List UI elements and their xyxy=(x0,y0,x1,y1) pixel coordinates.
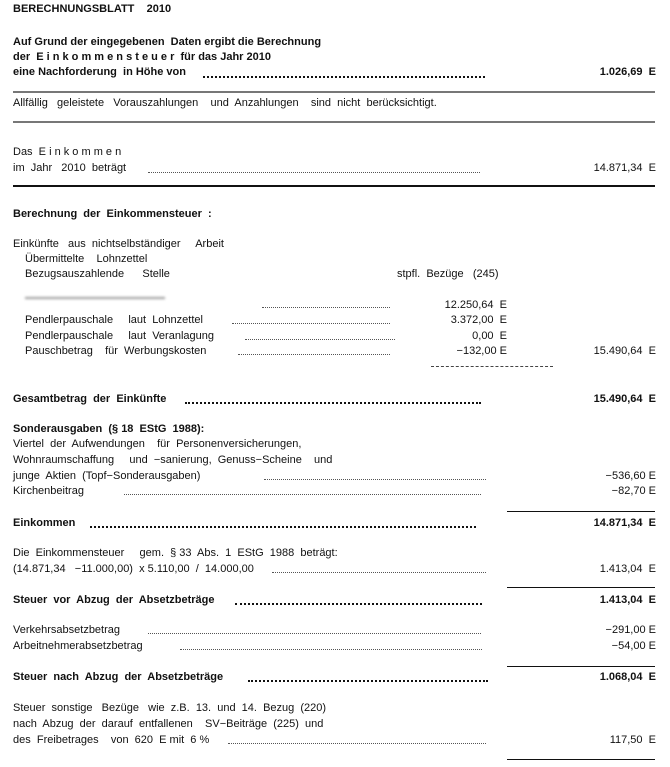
sonderausgaben-heading: Sonderausgaben (§ 18 EStG 1988): xyxy=(13,423,205,435)
leader-dots xyxy=(203,75,485,78)
gesamtbetrag-value: 15.490,64 E xyxy=(593,393,656,405)
leader-dots xyxy=(235,602,482,605)
steuer-nach-label: Steuer nach Abzug der Absetzbeträge xyxy=(13,671,224,683)
leader-dots xyxy=(228,742,486,744)
leader-dots xyxy=(245,338,395,340)
row-value: −132,00 E xyxy=(456,345,507,357)
row-value: 0,00 E xyxy=(472,330,507,342)
intro-line-3: eine Nachforderung in Höhe von xyxy=(13,66,186,78)
absetz-label: Arbeitnehmerabsetzbetrag xyxy=(13,640,143,652)
sonstige-value: 117,50 E xyxy=(609,734,656,746)
leader-dots xyxy=(180,648,482,650)
section-sub-2: Bezugsauszahlende Stelle xyxy=(25,268,170,280)
row-label: Pendlerpauschale laut Lohnzettel xyxy=(25,314,203,326)
row-value: 12.250,64 E xyxy=(444,299,507,311)
sum-line xyxy=(507,587,655,588)
leader-dots xyxy=(185,401,481,404)
row-label: Pendlerpauschale laut Veranlagung xyxy=(25,330,214,342)
subtotal-dashes xyxy=(431,366,553,367)
income-amount: 14.871,34 E xyxy=(593,162,656,174)
section-title: Einkünfte aus nichtselbständiger Arbeit xyxy=(13,238,224,250)
absetz-value: −291,00 E xyxy=(605,624,656,636)
leader-dots xyxy=(232,322,390,324)
leader-dots xyxy=(90,525,476,528)
steuer-vor-label: Steuer vor Abzug der Absetzbeträge xyxy=(13,594,215,606)
intro-line-1: Auf Grund der eingegebenen Daten ergibt die Berechnung xyxy=(13,36,322,48)
row-value: 3.372,00 E xyxy=(450,314,507,326)
sum-line xyxy=(507,759,655,760)
notice-text: Allfällig geleistete Vorauszahlungen und Anzahlungen sind nicht berücksichtigt. xyxy=(13,97,437,109)
sum-line xyxy=(507,666,655,667)
tax-line-1: Die Einkommensteuer gem. § 33 Abs. 1 EStG 1988 beträgt: xyxy=(13,547,338,559)
sonderausgaben-value-3: −536,60 E xyxy=(605,470,656,482)
steuer-nach-value: 1.068,04 E xyxy=(599,671,656,683)
nachforderung-amount: 1.026,69 E xyxy=(599,66,656,78)
divider xyxy=(13,121,655,123)
sum-line xyxy=(507,511,655,512)
obscured-label xyxy=(25,297,165,305)
row-label: Pauschbetrag für Werbungskosten xyxy=(25,345,207,357)
leader-dots xyxy=(238,353,390,355)
column-header: stpfl. Bezüge (245) xyxy=(397,268,499,280)
income-line-2: im Jahr 2010 beträgt xyxy=(13,162,127,174)
einkommen-value: 14.871,34 E xyxy=(593,517,656,529)
leader-dots xyxy=(262,306,390,308)
sonderausgaben-value-4: −82,70 E xyxy=(611,485,656,497)
sonstige-line-3: des Freibetrages von 620 E mit 6 % xyxy=(13,734,210,746)
sonstige-line-2: nach Abzug der darauf entfallenen SV−Beiträge (225) und xyxy=(13,718,324,730)
sonstige-line-1: Steuer sonstige Bezüge wie z.B. 13. und 14. Bezug (220) xyxy=(13,702,327,714)
sonderausgaben-line-4: Kirchenbeitrag xyxy=(13,485,84,497)
income-line-1: Das E i n k o m m e n xyxy=(13,146,122,158)
absetz-label: Verkehrsabsetzbetrag xyxy=(13,624,121,636)
sheet-title: BERECHNUNGSBLATT 2010 xyxy=(13,3,172,15)
gesamtbetrag-label: Gesamtbetrag der Einkünfte xyxy=(13,393,167,405)
sonderausgaben-line-1: Viertel der Aufwendungen für Personenversicherungen, xyxy=(13,438,302,450)
tax-formula: (14.871,34 −11.000,00) x 5.110,00 / 14.000,00 xyxy=(13,563,254,575)
absetz-value: −54,00 E xyxy=(611,640,656,652)
section-total: 15.490,64 E xyxy=(593,345,656,357)
leader-dots xyxy=(272,571,486,573)
leader-dots xyxy=(148,171,480,173)
leader-dots xyxy=(264,478,486,480)
tax-value: 1.413,04 E xyxy=(599,563,656,575)
einkommen-label: Einkommen xyxy=(13,517,76,529)
intro-line-2: der E i n k o m m e n s t e u e r für das Jahr 2010 xyxy=(13,51,271,63)
steuer-vor-value: 1.413,04 E xyxy=(599,594,656,606)
sonderausgaben-line-3: junge Aktien (Topf−Sonderausgaben) xyxy=(13,470,201,482)
divider xyxy=(13,185,655,187)
divider xyxy=(13,91,655,93)
section-sub-1: Übermittelte Lohnzettel xyxy=(25,253,148,265)
sonderausgaben-line-2: Wohnraumschaffung und −sanierung, Genuss−Scheine und xyxy=(13,454,333,466)
leader-dots xyxy=(148,632,481,634)
leader-dots xyxy=(248,679,488,682)
calc-heading: Berechnung der Einkommensteuer : xyxy=(13,208,212,220)
leader-dots xyxy=(124,493,481,495)
